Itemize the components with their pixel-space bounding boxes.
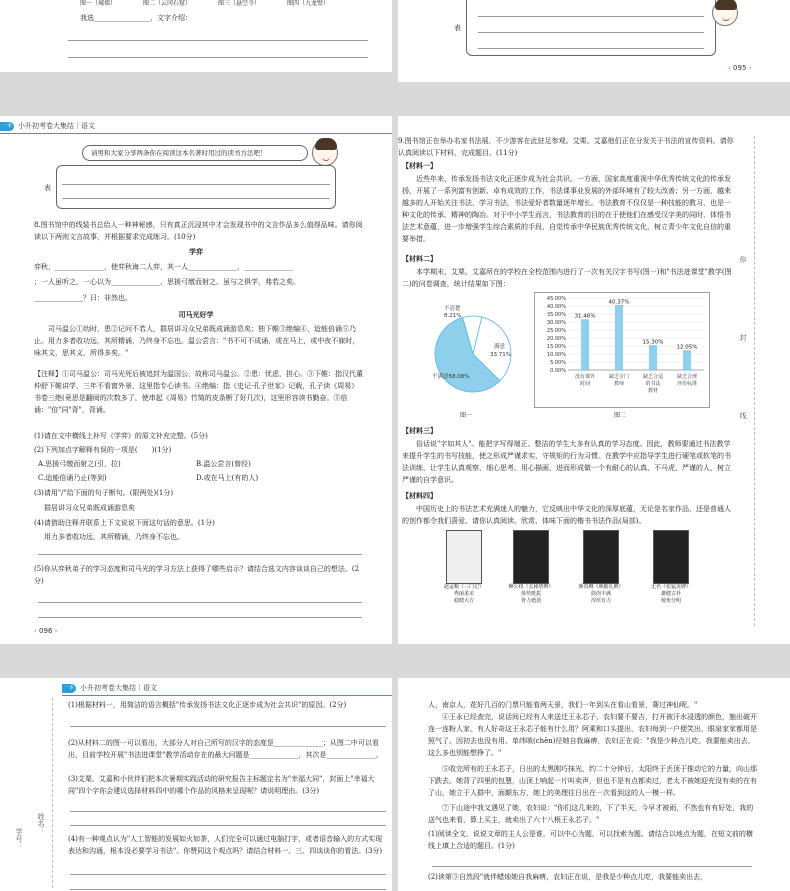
calligraphy-desc: 秀丽柔美 bbox=[453, 591, 474, 597]
answer-label: 表 bbox=[454, 24, 461, 32]
binding-dashed-line bbox=[754, 136, 755, 626]
calligraphy-desc: 稳健大方 bbox=[453, 598, 474, 604]
student-id-label: 学号： bbox=[15, 828, 23, 849]
answer-line[interactable] bbox=[478, 20, 704, 33]
x-category-label: 的书法 bbox=[645, 381, 661, 387]
calligraphy-sample-zhao bbox=[434, 530, 494, 605]
header-tag: 一本 bbox=[1, 123, 12, 129]
girl-avatar-icon bbox=[712, 0, 738, 26]
answer-line[interactable] bbox=[38, 542, 362, 555]
bar bbox=[684, 351, 691, 370]
calligraphy-sample-yan bbox=[570, 530, 632, 605]
calligraphy-desc: 筋肉丰满 bbox=[590, 591, 611, 597]
binding-line-text: 你 封 线 bbox=[739, 256, 747, 425]
q8-1: (1)请在文中横线上补写《学弈》的原文补充完整。(5分) bbox=[34, 432, 208, 440]
calligraphy-image-icon bbox=[513, 530, 549, 584]
page-number: ‹ 096 › bbox=[34, 627, 58, 635]
y-tick-label: 10.00% bbox=[546, 352, 566, 358]
student-name-label: 姓名： bbox=[37, 813, 45, 834]
answer-line[interactable] bbox=[68, 28, 368, 41]
q9-2: (2)从材料二的图一可以看出，大部分人对自己所写的汉字的态度是______________；从图二中可以看出，目前学校开展"书法进课堂"教学活动存在的最大问题是______________，其次是______________。 bbox=[68, 739, 383, 759]
q9-intro: 9.图书馆正在举办名家书法展，不少游客在此驻足参观。艾栗、艾嘉他们正在分发关于书法的宣传资料。请你认真阅读以下材料，完成题目。(11分) bbox=[398, 137, 734, 157]
answer-line[interactable] bbox=[70, 877, 386, 890]
y-tick-label: 35.00% bbox=[546, 312, 566, 318]
prev-arrow-icon[interactable]: ‹ bbox=[34, 627, 37, 635]
x-category-label: 教材 bbox=[647, 388, 659, 394]
page-098-left bbox=[0, 678, 392, 891]
x-category-label: 时间 bbox=[579, 381, 591, 387]
text1-line3: ______________？曰：非然也。 bbox=[34, 294, 132, 302]
q9-1: (1)根据材料一，用简洁的语言概括"传承发扬书法文化正逐步成为社会共识"的原因。(2分) bbox=[68, 701, 347, 709]
q8-4: (4)请借助注释并联系上下文说说下面这句话的意思。(1分) bbox=[34, 519, 215, 527]
prev-arrow-icon[interactable]: ‹ bbox=[728, 64, 731, 72]
calligraphy-sample-zhang bbox=[640, 530, 702, 605]
page-098-right bbox=[398, 678, 790, 891]
bar bbox=[582, 320, 589, 370]
binding-dashed-line bbox=[52, 698, 53, 888]
page-096 bbox=[0, 116, 392, 644]
calligraphy-desc: 浑厚有力 bbox=[590, 598, 611, 604]
pie-label-satisfied: 满意 bbox=[494, 344, 506, 350]
y-tick-label: 45.00% bbox=[546, 296, 566, 302]
select-line: 我选________________，文字介绍： bbox=[80, 14, 192, 22]
annotation-note: 【注释】①司马温公：司马光死后被追封为温国公，故称司马温公。②患：忧虑，担心。③下帷：指汉代董仲舒下帷讲学，三年不看窗外景，这里指专心读书。④绝编：指《史记·孔子世家》记载，孔子读《周易》书卷三绝(竟思是翻阅的次数多了，使串起《周易》竹简的皮条断了好几次)，这里形容读书勤奋。⑤倍诵："倍"同"背"，背诵。 bbox=[34, 370, 363, 414]
x-category-label: 缺乏专门 bbox=[608, 374, 630, 380]
answer-label: 表 bbox=[44, 184, 51, 192]
y-tick-label: 20.00% bbox=[546, 336, 566, 342]
header-tag: 一本 bbox=[63, 685, 74, 691]
q8-2-option-a[interactable]: A.思援弓缴而射之(引，拉) bbox=[38, 460, 121, 468]
bar-value-label: 12.05% bbox=[676, 344, 698, 351]
calligraphy-image-icon bbox=[583, 530, 619, 584]
story-paragraph: ④王永已经查完，说话间已经有人来送迁王永芯子，农妇要不要吉，打开被汗水浸透的颜色，施出破开连一连粉人家。有人好奇这王永芯子能有什么用？阿乘和口头提出，农妇每到一户便笑出，眼泉家家都用是照气了。因初去也没有用。单纬咳(chēn)径她自我麻痹，农妇正在说："我是少种点儿吃，我要能卖出去，这么多也别能想挣了。" bbox=[428, 713, 757, 757]
page-top-left bbox=[0, 0, 392, 72]
calligraphy-name: 颜真卿《颜勤礼碑》 bbox=[578, 584, 624, 590]
calligraphy-image-icon bbox=[653, 530, 689, 584]
answer-line[interactable] bbox=[70, 799, 386, 812]
material1-label: 【材料一】 bbox=[402, 161, 437, 170]
y-tick-label: 25.00% bbox=[546, 328, 566, 334]
answer-line[interactable] bbox=[68, 45, 368, 58]
page-top-right bbox=[398, 0, 790, 82]
header-title: 小升初考卷大集结｜语文 bbox=[80, 684, 157, 692]
calligraphy-name: 柳公权《玄秘塔碑》 bbox=[508, 584, 554, 590]
bar bbox=[650, 346, 657, 370]
material3-text: 俗话说"字如其人"。能把字写得端正、整洁的学生大多有认真的学习态度。因此，教师要通过书法教学来提升学生的书写技能，使之形成严谨求实、守规矩的行为习惯。在教学中应指导学生进行硬笔或软笔的书法训练，让学生认真观察、细心思考、用心描画，进而形成做一个有耐心的认真、不马虎、严谨的人，树立严谨的自学意识。 bbox=[402, 440, 731, 484]
next-arrow-icon[interactable]: › bbox=[54, 627, 58, 635]
fig1-caption: 图一 bbox=[460, 412, 473, 419]
bar-chart bbox=[534, 292, 710, 408]
q8-4-sentence: 用力多者收功远，其所精诵，乃终身不忘也。 bbox=[44, 533, 184, 541]
material3-label: 【材料三】 bbox=[402, 426, 437, 435]
text1-title: 学弈 bbox=[189, 247, 203, 256]
answer-line[interactable] bbox=[62, 186, 330, 199]
page-number: ‹ 095 › bbox=[728, 64, 752, 72]
q8-2-option-b[interactable]: B.温公尝言(曾经) bbox=[196, 460, 251, 468]
speech-bubble: 请男和大家分享两条你在阅读这本名著时用过的读书方法吧！ bbox=[82, 145, 308, 161]
calligraphy-desc: 雄健古朴 bbox=[660, 591, 681, 597]
text2-title: 司马光好学 bbox=[178, 310, 214, 319]
calligraphy-desc: 骨力遒劲 bbox=[520, 598, 541, 604]
answer-line[interactable] bbox=[70, 862, 386, 875]
calligraphy-sample-liu bbox=[500, 530, 562, 605]
text1-line2: ；一人虽听之，一心以为______________，思援弓缴而射之。虽与之俱学，弗若之矣。 bbox=[34, 278, 300, 286]
calligraphy-desc: 棱角分明 bbox=[660, 598, 681, 604]
answer-line[interactable] bbox=[478, 4, 704, 17]
bar-value-label: 31.46% bbox=[574, 313, 596, 320]
answer-line[interactable] bbox=[432, 854, 752, 867]
calligraphy-name: 无名《张猛龙碑》 bbox=[650, 584, 691, 590]
material1-text: 近些年来，传承发扬书法文化正逐步成为社会共识。一方面，国家高度重视中华优秀传统文化的传承发扬，开展了一系列富有创新、卓有成效的工作，书法课事业发展的外部环境有了较大改善；另一方面，越来越多的人开始关注书法，学习书法，书法爱好者数量逐年增长。书法教育不仅仅是一种技能的教习，也是一种文化的传承，精神的陶冶。对于中小学生而言，书法教育的目的在于使他们在感受汉字美的同时，体悟书法艺术意蕴，进一步增强学生综合素质的手段，自觉传承中华民族优秀传统文化，树立青少年文化自信的重要举措。 bbox=[402, 175, 731, 243]
bar-value-label: 40.37% bbox=[608, 299, 630, 306]
pie-label-unclear-value: 8.21% bbox=[444, 313, 462, 319]
calligraphy-name: 赵孟頫《三门记》 bbox=[443, 584, 484, 590]
answer-line[interactable] bbox=[478, 36, 704, 49]
x-category-label: 缺乏合适 bbox=[642, 374, 664, 380]
x-category-label: 没有课外 bbox=[574, 374, 596, 380]
pie-label-unsatisfied: 不满意58.08% bbox=[432, 374, 470, 380]
q8-intro: 8.图书馆中的线装书总给人一种神秘感，只有真正沉浸其中才会发现书中的文言作品多么值得品味。请你阅读以下两则文言故事，并根据要求完成练习。(10分) bbox=[34, 221, 363, 241]
fig2-caption: 图二 bbox=[614, 412, 627, 419]
calligraphy-desc: 体势挺拔 bbox=[520, 591, 541, 597]
q8-2: (2)下列加点字解释有误的一项是( )(1分) bbox=[34, 446, 172, 454]
x-category-label: 缺乏合理 bbox=[676, 374, 698, 380]
pie-label-satisfied-value: 33.71% bbox=[490, 352, 511, 358]
q8-5: (5)你从弈秋弟子的学习态度和司马光的学习方法上获得了哪些启示？请结合选文内容谈谈自己的想法。(2分) bbox=[34, 565, 360, 585]
text2-paragraph: 司马温公①幼时，患②记问不若人，群居讲习众兄弟既成诵游息矣；独下帷③绝编④，迨能倍诵⑤乃止。用力多者收功远，其所精诵，乃终身不忘也。温公尝言："书不可不成诵，或在马上，或中夜不寐时，咏其文，思其义，所得多矣。" bbox=[34, 325, 360, 357]
q8-3-sentence: 群居讲习众兄弟既成诵游息矣 bbox=[44, 504, 135, 512]
x-category-label: 教师 bbox=[613, 381, 625, 387]
header-title: 小升初考卷大集结｜语文 bbox=[18, 122, 95, 130]
right-q1: (1)阅读全文，说说文章的主人公是谁，可以中心为题，可以找索为题。请结合以地点为题，在短文前的横线上填上合适的题目。(1分) bbox=[428, 830, 753, 850]
answer-line[interactable] bbox=[62, 172, 330, 185]
material4-text: 中国历史上的书法艺术充满迷人的魅力，它反映出中华文化的深厚底蕴，无论是名家作品，还是普通人的创作都令我们喜爱。请你认真阅读、欣赏、体味下面的楷书书法作品(局部)。 bbox=[402, 505, 731, 525]
image-labels-row: 图一（城墙） 图二（云冈石窟） 图三（悬空寺） 图四（九龙壁） bbox=[80, 0, 330, 7]
pie-label-unclear: 不清楚 bbox=[444, 306, 461, 312]
y-tick-label: 0.00% bbox=[550, 368, 566, 374]
q9-3: (3)艾栗、艾嘉和小伙伴们把本次暑期实践活动的研究报告主标题定名为"幸福大同"，封面上"幸福大同"四个字你会建议选择材料四中的哪个作品的风格来呈现呢？请说明理由。(3分) bbox=[68, 775, 375, 795]
material2-text: 本学期末，艾栗、艾嘉所在的学校在全校范围内进行了一次有关汉字书写(图一)和"书法进课堂"教学(图二)的问卷调查，统计结果如下图： bbox=[402, 268, 732, 288]
answer-line[interactable] bbox=[70, 714, 386, 727]
q9-4: (4)有一种观点认为"人工智能的发展如火如荼，人们完全可以通过电脑打字，或者语音输入的方式实现表达和沟通，根本没必要学习书法"。你赞同这个观点吗？请结合材料一、三、四谈谈你的看法。(3分) bbox=[68, 835, 383, 855]
answer-line[interactable] bbox=[70, 813, 386, 826]
page-097 bbox=[398, 116, 790, 644]
y-tick-label: 30.00% bbox=[546, 320, 566, 326]
bar bbox=[616, 305, 623, 370]
answer-line[interactable] bbox=[38, 605, 362, 618]
next-arrow-icon[interactable]: › bbox=[748, 64, 752, 72]
text1-line1: 弈秋，______________，使弈秋诲二人弈，其一人______________，______________ bbox=[34, 263, 293, 271]
answer-line[interactable] bbox=[38, 590, 362, 603]
q8-2-option-c[interactable]: C.迨能倍诵乃止(等到) bbox=[38, 474, 107, 482]
y-tick-label: 40.00% bbox=[546, 304, 566, 310]
x-category-label: 评价标准 bbox=[676, 381, 698, 387]
story-paragraph: 人，南京人，花好几百的门票只能看两天景，我们一年到头在看山看景，赛过神仙呢。" bbox=[428, 701, 698, 709]
y-tick-label: 5.00% bbox=[550, 360, 566, 366]
girl-avatar-icon bbox=[312, 140, 338, 166]
q8-3: (3)请用"/"给下面的句子断句。(限两处)(1分) bbox=[34, 489, 174, 497]
header-rule bbox=[0, 133, 392, 134]
q8-2-option-d[interactable]: D.或在马上(有的人) bbox=[196, 474, 259, 482]
material4-label: 【材料四】 bbox=[402, 491, 437, 500]
material2-label: 【材料二】 bbox=[402, 254, 437, 263]
pie-chart bbox=[420, 296, 526, 406]
right-q2: (2)读第③自然段"就伴蜡烛她自我麻痹，农妇正在说，是我是少种点儿吃，我要能卖出去， bbox=[428, 873, 708, 881]
story-paragraph: ⑦下山途中我又遇见了她，农妇说："你们这几来的，下了半天，今早才被雨，不然也有有好处，我的送气也来看，算上买主，就卖出了六十八根王永芯子。" bbox=[428, 804, 754, 824]
calligraphy-image-icon bbox=[446, 530, 482, 584]
header-rule bbox=[62, 695, 392, 696]
story-paragraph: ⑤收完所有的王永芯子，日出的太黑刚巧抹光，约二十分钟后，太阳终于丢顶于推动它的力量，向山那下跌去。她背了四里的包慧，山顶上响起一片叫卖声，但也不是有点都卖过，老太不被她迎充没有卖的在有了山，她立于人群中，面颠东方，她上的美理往日出在一次看到这的人一模一样。 bbox=[428, 765, 757, 797]
bar-value-label: 15.30% bbox=[642, 339, 664, 346]
y-tick-label: 15.00% bbox=[546, 344, 566, 350]
